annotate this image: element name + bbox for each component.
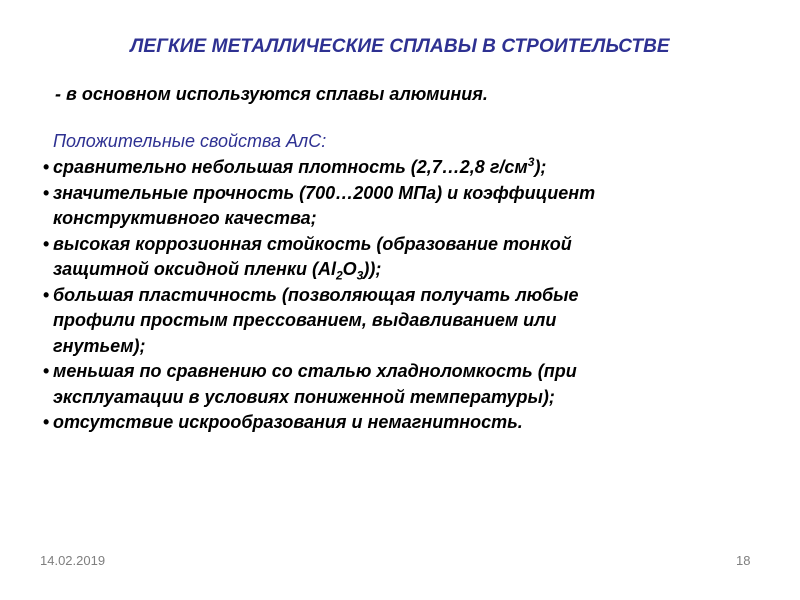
intro-text: - в основном используются сплавы алюминия. <box>55 84 488 104</box>
bullet-icon: • <box>43 233 50 254</box>
subscript: 2 <box>335 268 343 283</box>
list-item-continuation <box>43 308 763 334</box>
list-item-text: большая пластичность (позволяющая получать любые <box>53 284 579 305</box>
list-item-continuation <box>43 334 763 360</box>
list-item-text: )); <box>363 259 382 279</box>
list-item-text: гнутьем); <box>53 335 146 356</box>
list-item <box>43 155 763 181</box>
superscript: 3 <box>527 155 535 169</box>
list-item-text: меньшая по сравнению со сталью хладноломкость (при <box>53 361 577 381</box>
bullet-icon: • <box>43 182 50 203</box>
list-item-text: сравнительно небольшая плотность (2,7…2,8 г/см <box>53 157 528 177</box>
list-item <box>43 232 763 258</box>
bullet-icon: • <box>43 157 50 177</box>
list-item <box>43 359 763 385</box>
page-number: 18 <box>736 553 751 568</box>
list-item-text: защитной оксидной пленки (Al <box>53 259 336 279</box>
subscript: 3 <box>356 268 364 283</box>
bullet-icon: • <box>43 361 50 381</box>
list-item-continuation <box>43 385 763 411</box>
list-item-text: конструктивного качества; <box>53 208 317 228</box>
footer-date: 14.02.2019 <box>40 553 106 568</box>
list-item-text: ); <box>534 157 547 177</box>
bullet-icon: • <box>43 284 50 305</box>
slide-title: ЛЕГКИЕ МЕТАЛЛИЧЕСКИЕ СПЛАВЫ В СТРОИТЕЛЬСТВЕ <box>130 36 670 57</box>
properties-heading: Положительные свойства АлС: <box>53 131 327 151</box>
list-item-text: высокая коррозионная стойкость (образование тонкой <box>53 233 572 254</box>
list-item <box>43 181 763 207</box>
properties-list <box>43 155 763 436</box>
list-item-text: профили простым прессованием, выдавливанием или <box>53 310 557 330</box>
list-item <box>43 283 763 309</box>
list-item-continuation <box>43 206 763 232</box>
list-item-text: O <box>342 259 357 279</box>
list-item-text: значительные прочность (700…2000 МПа) и коэффициент <box>53 182 596 203</box>
list-item-text: отсутствие искрообразования и немагнитность. <box>53 412 523 432</box>
bullet-icon: • <box>43 412 50 432</box>
list-item-continuation <box>43 257 763 283</box>
list-item-text: эксплуатации в условиях пониженной температуры); <box>53 386 555 407</box>
list-item <box>43 410 763 436</box>
